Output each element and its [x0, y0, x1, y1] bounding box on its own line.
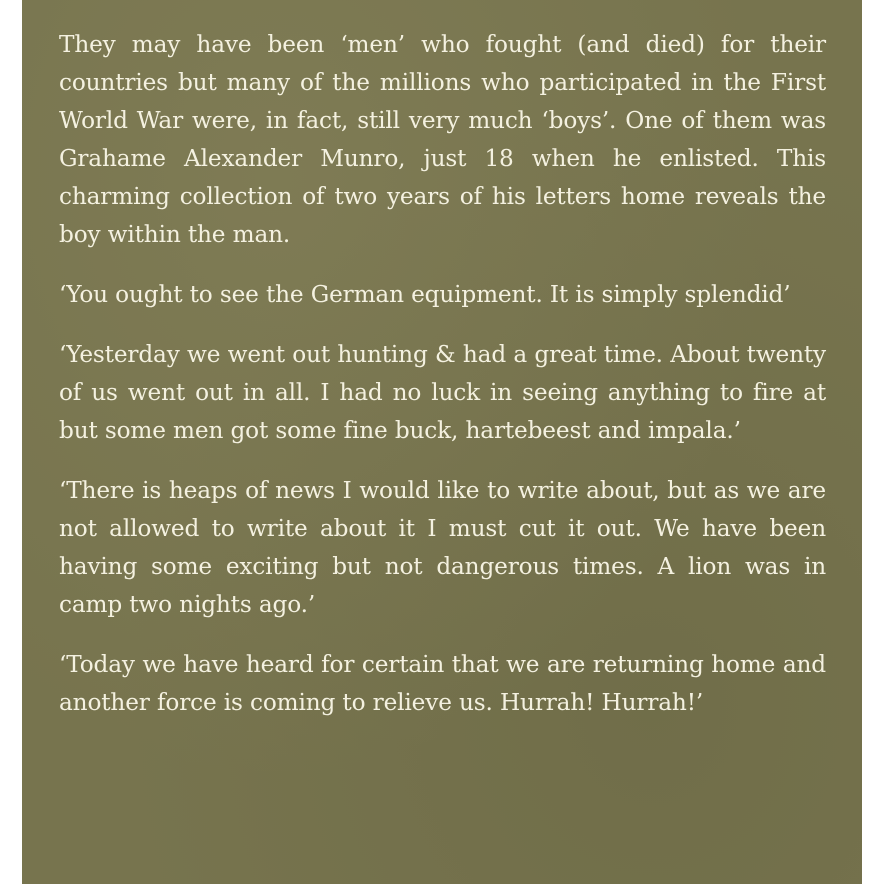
blurb-paragraph: They may have been ‘men’ who fought (and died) for their countries but many of the millions who participated in the First World War were, in fact, still very much ‘boys’. One of them was Grahame Alexander Munro, just 18 when he enlisted. This charming collection of two years of his letters home reveals the boy within the man. [59, 31, 826, 248]
letter-quote-german-equipment: ‘You ought to see the German equipment. It is simply splendid’ [59, 281, 791, 308]
letter-quote-hunting: ‘Yesterday we went out hunting & had a great time. About twenty of us went out in all. I had no luck in seeing anything to fire at but some men got some fine buck, hartebeest and impala.’ [59, 341, 826, 444]
book-back-cover [22, 0, 862, 884]
letter-quote-returning-home: ‘Today we have heard for certain that we are returning home and another force is coming to relieve us. Hurrah! Hurrah!’ [59, 651, 826, 716]
letter-quote-lion: ‘There is heaps of news I would like to write about, but as we are not allowed to write about it I must cut it out. We have been having some exciting but not dangerous times. A lion was in camp two nights ago.’ [59, 477, 826, 618]
